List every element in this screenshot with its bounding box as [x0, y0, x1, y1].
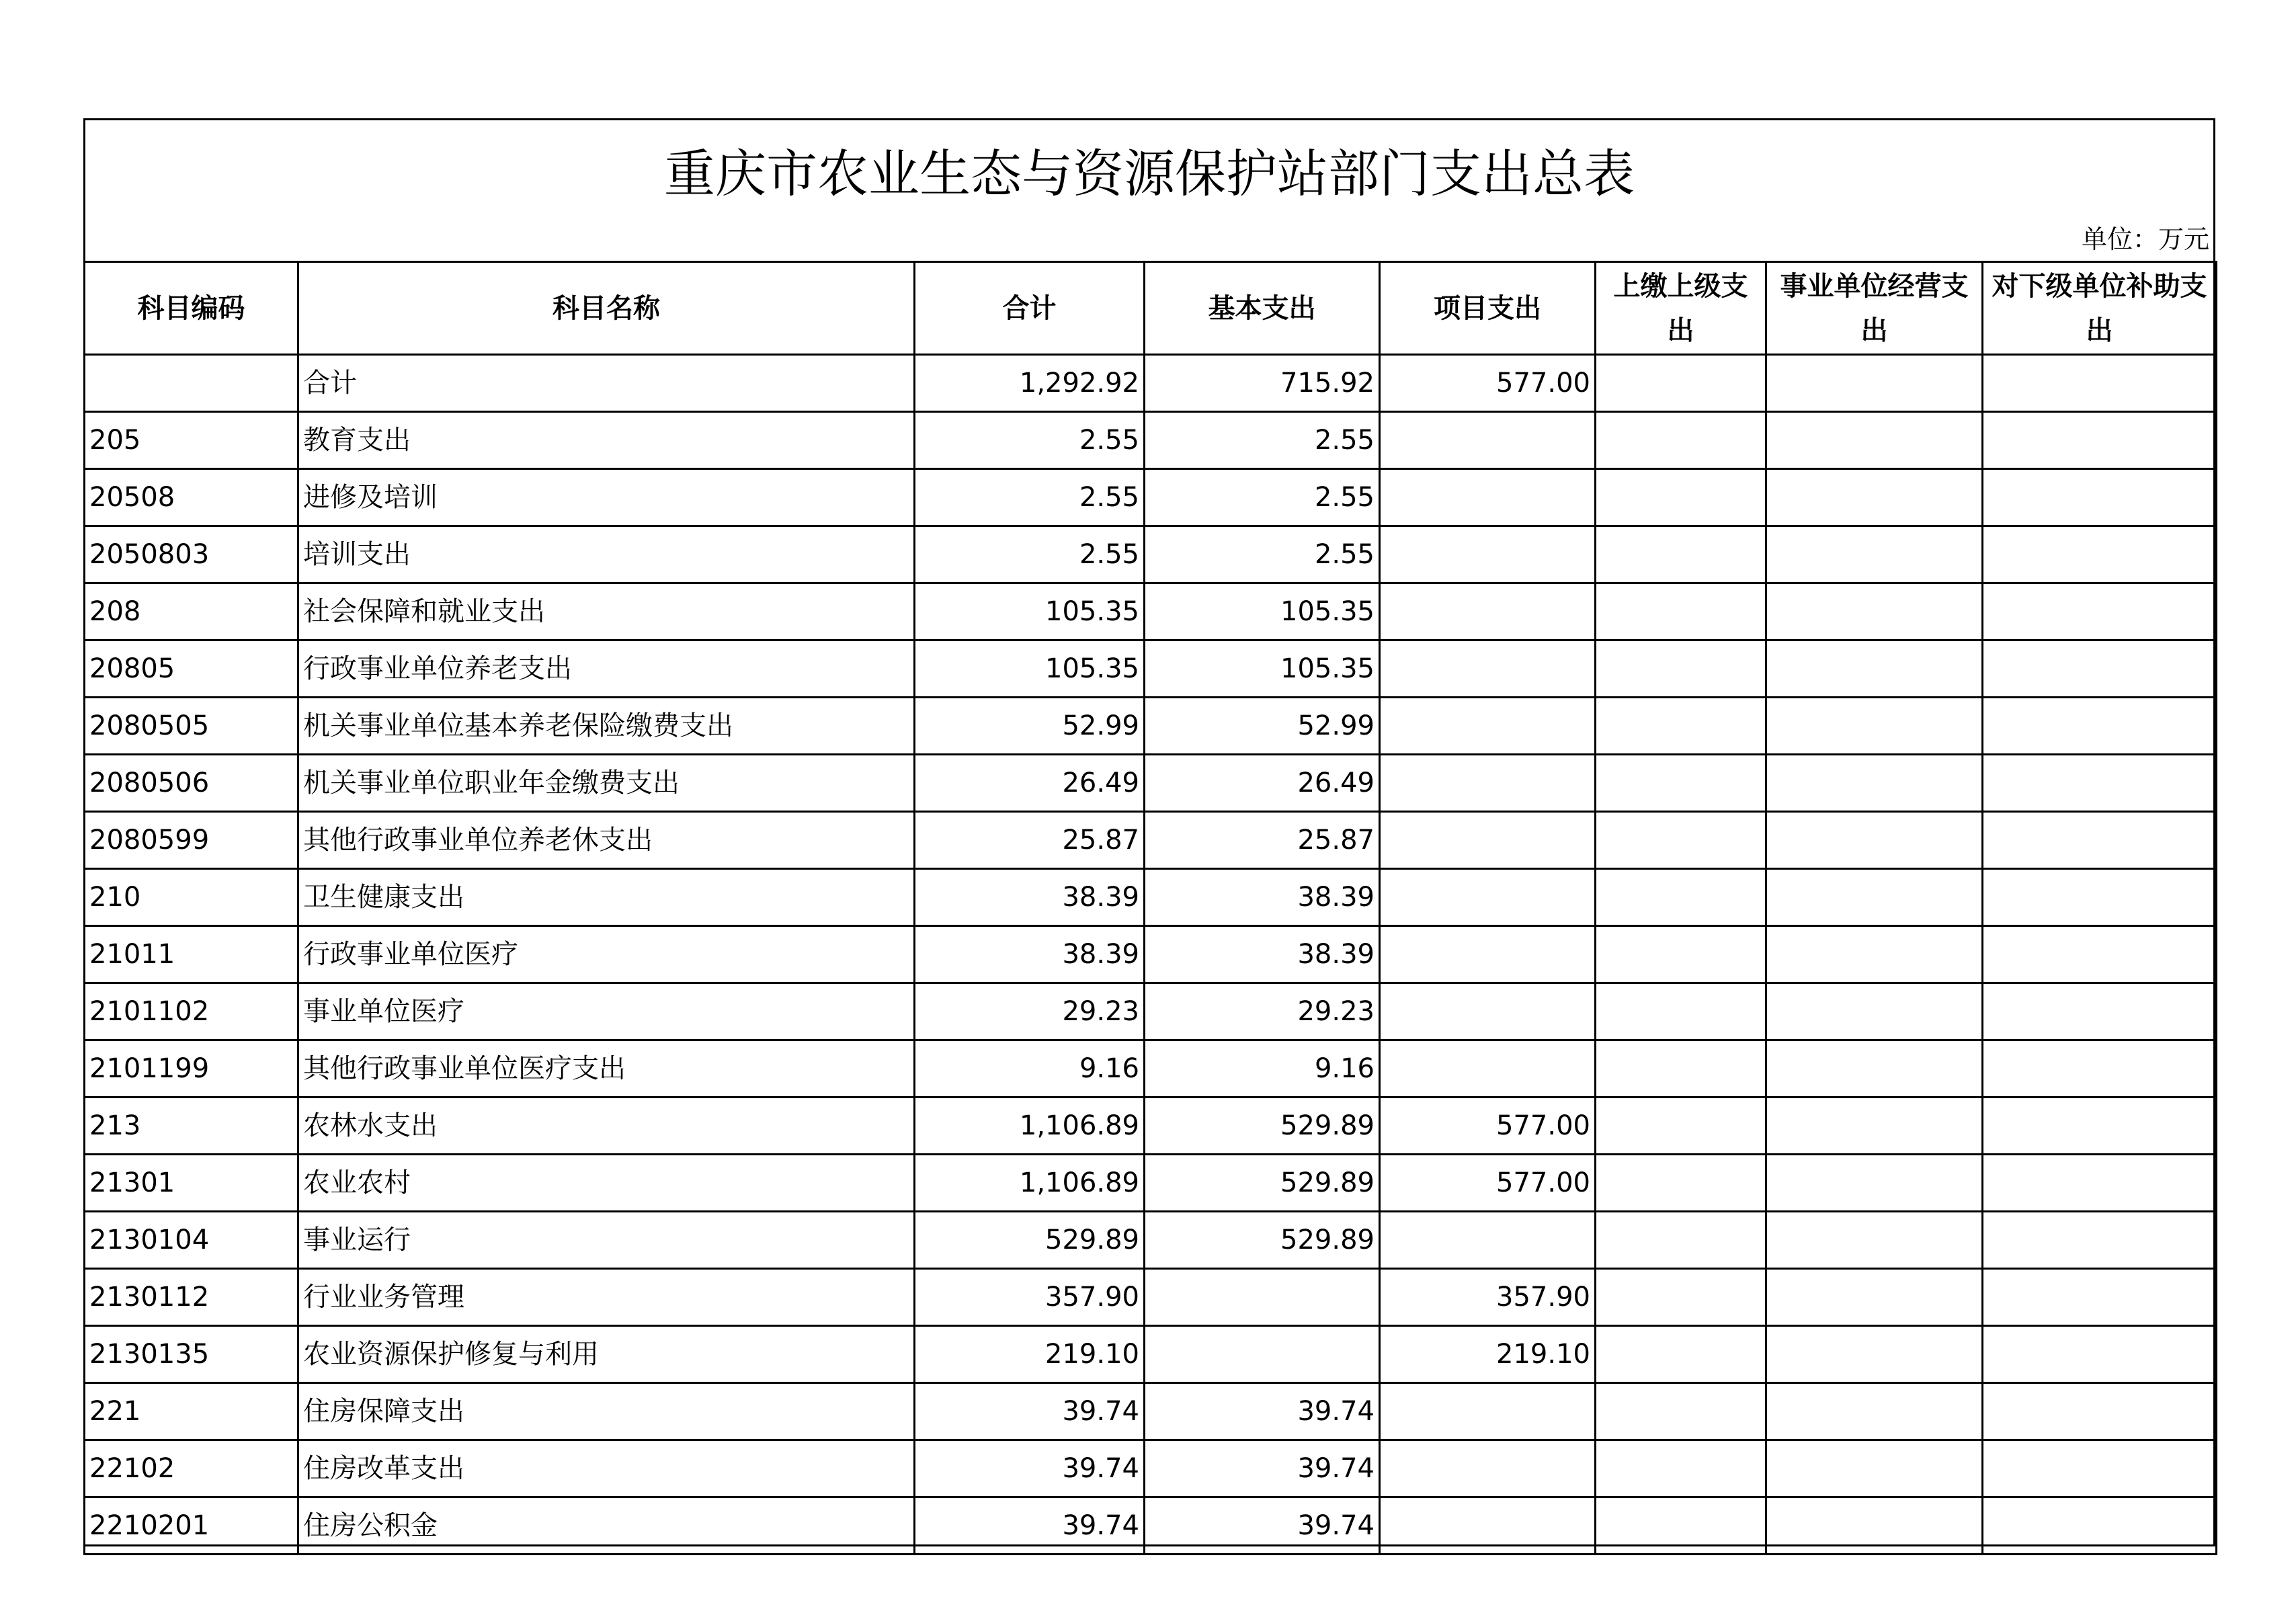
cell-project	[1380, 469, 1596, 526]
table-header-row	[85, 262, 2217, 355]
cell-name: 进修及培训	[298, 469, 915, 526]
cell-name: 住房保障支出	[298, 1383, 915, 1440]
cell-name: 培训支出	[298, 526, 915, 583]
cell-name: 行政事业单位医疗	[298, 926, 915, 983]
cell-name: 住房改革支出	[298, 1440, 915, 1497]
cell-code: 2080505	[85, 698, 298, 755]
cell-project	[1380, 755, 1596, 812]
cell-project: 577.00	[1380, 355, 1596, 412]
cell-upper	[1596, 1326, 1766, 1383]
cell-code	[85, 355, 298, 412]
cell-name: 住房公积金	[298, 1497, 915, 1555]
cell-upper	[1596, 1440, 1766, 1497]
cell-project: 357.90	[1380, 1269, 1596, 1326]
cell-name: 机关事业单位基本养老保险缴费支出	[298, 698, 915, 755]
header-code: 科目编码	[85, 262, 298, 355]
cell-business	[1766, 1212, 1983, 1269]
cell-name: 行业业务管理	[298, 1269, 915, 1326]
header-subsidy: 对下级单位补助支出	[1983, 262, 2217, 355]
cell-upper	[1596, 812, 1766, 869]
table-row	[85, 1440, 2217, 1497]
cell-subsidy	[1983, 698, 2217, 755]
cell-name: 农林水支出	[298, 1098, 915, 1155]
cell-upper	[1596, 926, 1766, 983]
cell-project	[1380, 526, 1596, 583]
cell-project	[1380, 983, 1596, 1040]
cell-subsidy	[1983, 1155, 2217, 1212]
cell-name: 其他行政事业单位养老休支出	[298, 812, 915, 869]
table-row	[85, 1383, 2217, 1440]
expenditure-table	[83, 261, 2217, 1555]
cell-total: 1,106.89	[915, 1098, 1145, 1155]
cell-total: 1,106.89	[915, 1155, 1145, 1212]
table-row	[85, 1098, 2217, 1155]
cell-total: 219.10	[915, 1326, 1145, 1383]
cell-project	[1380, 1383, 1596, 1440]
cell-total: 1,292.92	[915, 355, 1145, 412]
cell-project	[1380, 583, 1596, 640]
cell-subsidy	[1983, 755, 2217, 812]
cell-basic: 9.16	[1145, 1040, 1380, 1098]
table-row	[85, 1155, 2217, 1212]
cell-name: 卫生健康支出	[298, 869, 915, 926]
cell-upper	[1596, 1269, 1766, 1326]
cell-subsidy	[1983, 869, 2217, 926]
cell-upper	[1596, 583, 1766, 640]
cell-total: 105.35	[915, 640, 1145, 698]
cell-business	[1766, 755, 1983, 812]
cell-total: 39.74	[915, 1440, 1145, 1497]
table-row	[85, 869, 2217, 926]
cell-upper	[1596, 983, 1766, 1040]
cell-business	[1766, 869, 1983, 926]
cell-code: 205	[85, 412, 298, 469]
cell-basic	[1145, 1326, 1380, 1383]
cell-code: 213	[85, 1098, 298, 1155]
cell-business	[1766, 1440, 1983, 1497]
cell-name: 合计	[298, 355, 915, 412]
cell-total: 2.55	[915, 412, 1145, 469]
cell-code: 208	[85, 583, 298, 640]
cell-name: 其他行政事业单位医疗支出	[298, 1040, 915, 1098]
cell-upper	[1596, 412, 1766, 469]
cell-upper	[1596, 355, 1766, 412]
cell-subsidy	[1983, 583, 2217, 640]
cell-subsidy	[1983, 983, 2217, 1040]
cell-upper	[1596, 869, 1766, 926]
cell-subsidy	[1983, 355, 2217, 412]
cell-basic: 39.74	[1145, 1440, 1380, 1497]
cell-upper	[1596, 1098, 1766, 1155]
cell-upper	[1596, 755, 1766, 812]
cell-code: 210	[85, 869, 298, 926]
cell-total: 357.90	[915, 1269, 1145, 1326]
table-row	[85, 355, 2217, 412]
cell-code: 221	[85, 1383, 298, 1440]
cell-upper	[1596, 1155, 1766, 1212]
cell-project	[1380, 1440, 1596, 1497]
cell-subsidy	[1983, 1269, 2217, 1326]
cell-code: 2080599	[85, 812, 298, 869]
cell-business	[1766, 583, 1983, 640]
cell-project	[1380, 869, 1596, 926]
cell-basic: 26.49	[1145, 755, 1380, 812]
cell-business	[1766, 412, 1983, 469]
cell-project	[1380, 926, 1596, 983]
cell-basic: 529.89	[1145, 1212, 1380, 1269]
header-total: 合计	[915, 262, 1145, 355]
cell-project	[1380, 640, 1596, 698]
cell-name: 农业农村	[298, 1155, 915, 1212]
cell-name: 行政事业单位养老支出	[298, 640, 915, 698]
table-row	[85, 583, 2217, 640]
cell-business	[1766, 1326, 1983, 1383]
table-row	[85, 1040, 2217, 1098]
table-row	[85, 412, 2217, 469]
cell-subsidy	[1983, 1212, 2217, 1269]
cell-name: 社会保障和就业支出	[298, 583, 915, 640]
table-row	[85, 526, 2217, 583]
cell-code: 2130112	[85, 1269, 298, 1326]
expenditure-sheet	[83, 118, 2215, 1546]
cell-project	[1380, 812, 1596, 869]
unit-label: 单位：万元	[2081, 224, 2209, 254]
cell-code: 20805	[85, 640, 298, 698]
cell-business	[1766, 983, 1983, 1040]
cell-upper	[1596, 526, 1766, 583]
cell-code: 20508	[85, 469, 298, 526]
cell-code: 2080506	[85, 755, 298, 812]
cell-basic: 529.89	[1145, 1098, 1380, 1155]
cell-total: 39.74	[915, 1383, 1145, 1440]
cell-total: 25.87	[915, 812, 1145, 869]
table-row	[85, 640, 2217, 698]
table-row	[85, 1497, 2217, 1555]
cell-code: 2130135	[85, 1326, 298, 1383]
header-basic: 基本支出	[1145, 262, 1380, 355]
cell-total: 29.23	[915, 983, 1145, 1040]
cell-basic: 38.39	[1145, 869, 1380, 926]
cell-project: 577.00	[1380, 1155, 1596, 1212]
header-business: 事业单位经营支出	[1766, 262, 1983, 355]
cell-upper	[1596, 640, 1766, 698]
cell-business	[1766, 812, 1983, 869]
cell-subsidy	[1983, 1040, 2217, 1098]
cell-code: 21011	[85, 926, 298, 983]
cell-business	[1766, 526, 1983, 583]
cell-name: 机关事业单位职业年金缴费支出	[298, 755, 915, 812]
cell-business	[1766, 1497, 1983, 1555]
table-row	[85, 1269, 2217, 1326]
cell-total: 2.55	[915, 526, 1145, 583]
cell-basic: 2.55	[1145, 412, 1380, 469]
cell-name: 教育支出	[298, 412, 915, 469]
cell-subsidy	[1983, 1440, 2217, 1497]
cell-subsidy	[1983, 412, 2217, 469]
cell-upper	[1596, 1497, 1766, 1555]
cell-code: 21301	[85, 1155, 298, 1212]
cell-subsidy	[1983, 526, 2217, 583]
cell-name: 事业运行	[298, 1212, 915, 1269]
cell-project	[1380, 412, 1596, 469]
cell-basic: 38.39	[1145, 926, 1380, 983]
table-row	[85, 698, 2217, 755]
cell-total: 105.35	[915, 583, 1145, 640]
cell-project	[1380, 1497, 1596, 1555]
cell-project	[1380, 698, 1596, 755]
cell-subsidy	[1983, 1098, 2217, 1155]
cell-business	[1766, 698, 1983, 755]
table-row	[85, 812, 2217, 869]
table-row	[85, 755, 2217, 812]
table-row	[85, 469, 2217, 526]
cell-basic	[1145, 1269, 1380, 1326]
cell-total: 26.49	[915, 755, 1145, 812]
cell-total: 39.74	[915, 1497, 1145, 1555]
cell-project	[1380, 1212, 1596, 1269]
cell-project: 219.10	[1380, 1326, 1596, 1383]
cell-business	[1766, 1155, 1983, 1212]
cell-total: 38.39	[915, 869, 1145, 926]
cell-basic: 29.23	[1145, 983, 1380, 1040]
cell-project	[1380, 1040, 1596, 1098]
table-body	[85, 355, 2217, 1555]
cell-total: 529.89	[915, 1212, 1145, 1269]
cell-upper	[1596, 1383, 1766, 1440]
cell-subsidy	[1983, 926, 2217, 983]
cell-basic: 715.92	[1145, 355, 1380, 412]
cell-subsidy	[1983, 1326, 2217, 1383]
cell-basic: 2.55	[1145, 469, 1380, 526]
cell-code: 2130104	[85, 1212, 298, 1269]
cell-business	[1766, 1040, 1983, 1098]
cell-upper	[1596, 698, 1766, 755]
cell-business	[1766, 1383, 1983, 1440]
cell-basic: 529.89	[1145, 1155, 1380, 1212]
cell-total: 38.39	[915, 926, 1145, 983]
header-project: 项目支出	[1380, 262, 1596, 355]
cell-subsidy	[1983, 1497, 2217, 1555]
table-row	[85, 926, 2217, 983]
cell-upper	[1596, 1212, 1766, 1269]
cell-business	[1766, 1098, 1983, 1155]
cell-business	[1766, 355, 1983, 412]
cell-basic: 39.74	[1145, 1497, 1380, 1555]
cell-subsidy	[1983, 469, 2217, 526]
cell-upper	[1596, 1040, 1766, 1098]
cell-total: 2.55	[915, 469, 1145, 526]
cell-code: 2101199	[85, 1040, 298, 1098]
cell-upper	[1596, 469, 1766, 526]
cell-code: 2210201	[85, 1497, 298, 1555]
cell-business	[1766, 1269, 1983, 1326]
cell-basic: 105.35	[1145, 640, 1380, 698]
cell-basic: 25.87	[1145, 812, 1380, 869]
cell-name: 事业单位医疗	[298, 983, 915, 1040]
cell-name: 农业资源保护修复与利用	[298, 1326, 915, 1383]
header-name: 科目名称	[298, 262, 915, 355]
cell-basic: 39.74	[1145, 1383, 1380, 1440]
cell-project: 577.00	[1380, 1098, 1596, 1155]
cell-basic: 52.99	[1145, 698, 1380, 755]
table-row	[85, 1326, 2217, 1383]
cell-business	[1766, 469, 1983, 526]
cell-business	[1766, 640, 1983, 698]
table-row	[85, 1212, 2217, 1269]
cell-code: 22102	[85, 1440, 298, 1497]
cell-business	[1766, 926, 1983, 983]
table-row	[85, 983, 2217, 1040]
cell-code: 2050803	[85, 526, 298, 583]
cell-subsidy	[1983, 1383, 2217, 1440]
cell-basic: 105.35	[1145, 583, 1380, 640]
cell-total: 52.99	[915, 698, 1145, 755]
cell-subsidy	[1983, 812, 2217, 869]
cell-basic: 2.55	[1145, 526, 1380, 583]
page-title: 重庆市农业生态与资源保护站部门支出总表	[664, 144, 1635, 204]
cell-code: 2101102	[85, 983, 298, 1040]
cell-subsidy	[1983, 640, 2217, 698]
cell-total: 9.16	[915, 1040, 1145, 1098]
header-upper: 上缴上级支出	[1596, 262, 1766, 355]
